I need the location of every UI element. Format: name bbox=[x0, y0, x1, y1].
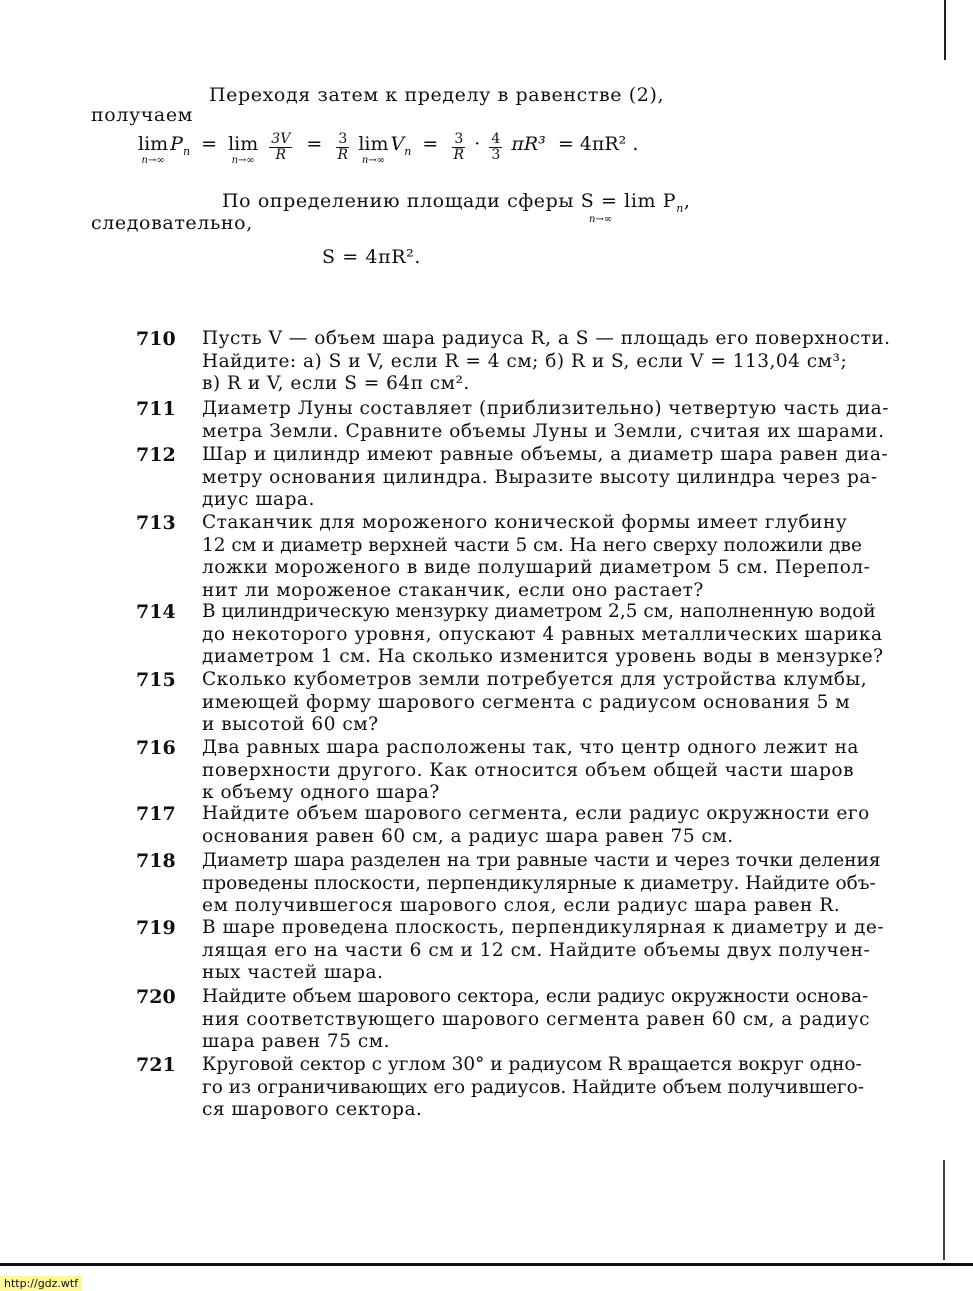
lim-subscript-3: n→∞ bbox=[361, 155, 385, 166]
problem-text-line: нит ли мороженое стаканчик, если оно растает? bbox=[202, 579, 704, 601]
problem-number: 720 bbox=[136, 986, 176, 1008]
problem-text-line: метру основания цилиндра. Выразите высоту цилиндра через ра- bbox=[202, 466, 878, 488]
fraction-4-over-3: $\frac{4}{3}$ bbox=[491, 131, 501, 163]
sphere-area-formula: S = 4πR². bbox=[322, 246, 421, 268]
problem-number: 711 bbox=[136, 398, 176, 420]
problem-text-line: Диаметр шара разделен на три равные части и через точки деления bbox=[202, 850, 881, 871]
problem-text-line: ся шарового сектора. bbox=[202, 1099, 423, 1120]
problem-number: 717 bbox=[136, 803, 176, 825]
problem-number: 715 bbox=[136, 669, 176, 691]
watermark-link[interactable]: http://gdz.wtf bbox=[0, 1276, 82, 1291]
fraction-3vn-over-r: $\frac{3V}{R}$ bbox=[271, 131, 291, 163]
definition-lim-subscript: n→∞ bbox=[589, 214, 613, 225]
problem-text-line: Найдите объем шарового сектора, если радиус окружности основа- bbox=[202, 986, 869, 1007]
problem-text-line: Два равных шара расположены так, что центр одного лежит на bbox=[202, 737, 859, 758]
fraction-3-over-r-2: $\frac{3}{R}$ bbox=[453, 131, 465, 163]
problem-text-line: до некоторого уровня, опускают 4 равных металлических шарика bbox=[202, 623, 883, 645]
page-edge-line-bottom bbox=[943, 1160, 945, 1260]
problem-number: 716 bbox=[136, 737, 176, 759]
lim-word-2: lim bbox=[228, 133, 259, 155]
lim-subscript-2: n→∞ bbox=[231, 155, 255, 166]
problem-text-line: ния соответствующего шарового сегмента равен 60 см, а радиус bbox=[202, 1008, 870, 1030]
problem-text-line: Сколько кубометров земли потребуется для устройства клумбы, bbox=[202, 669, 868, 690]
problem-text-line: имеющей форму шарового сегмента с радиусом основания 5 м bbox=[202, 691, 851, 713]
problem-text-line: диус шара. bbox=[202, 489, 315, 510]
lim-word-3: lim bbox=[358, 133, 389, 155]
problem-text-line: и высотой 60 см? bbox=[202, 714, 379, 735]
intro-line-2: получаем bbox=[91, 104, 194, 126]
problem-text-line: Стаканчик для мороженого конической формы имеет глубину bbox=[202, 512, 848, 533]
pi-r-cubed: πR³ bbox=[511, 133, 546, 155]
problem-text-line: поверхности другого. Как относится объем общей части шаров bbox=[202, 759, 854, 781]
v-symbol: V bbox=[390, 133, 405, 155]
problem-text-line: В шаре проведена плоскость, перпендикулярная к диаметру и де- bbox=[202, 917, 885, 938]
definition-line-2: следовательно, bbox=[91, 212, 253, 234]
problem-number: 713 bbox=[136, 512, 176, 534]
problem-text-line: ложки мороженого в виде полушарий диаметром 5 см. Перепол- bbox=[202, 557, 871, 578]
equals-sign-2: = bbox=[306, 133, 323, 155]
problem-text-line: ем получившегося шарового слоя, если радиус шара равен R. bbox=[202, 895, 841, 916]
n-subscript-2: n bbox=[404, 145, 412, 158]
fraction-3-over-r: $\frac{3}{R}$ bbox=[337, 131, 349, 163]
equals-sign: = bbox=[201, 133, 218, 155]
problem-text-line: Шар и цилиндр имеют равные объемы, а диаметр шара равен диа- bbox=[202, 444, 889, 465]
problem-text-line: к объему одного шара? bbox=[202, 782, 440, 803]
definition-line-1: По определению площади сферы $S = \lim P_n$, bbox=[222, 190, 691, 215]
intro-line-1: Переходя затем к пределу в равенстве (2), bbox=[209, 84, 665, 106]
problem-text-line: проведены плоскости, перпендикулярные к диаметру. Найдите объ- bbox=[202, 872, 876, 894]
equals-sign-3: = bbox=[422, 133, 439, 155]
problem-text-line: Найдите: а) S и V, если R = 4 см; б) R и S, если V = 113,04 см³; bbox=[202, 350, 848, 372]
problem-text-line: Круговой сектор с углом 30° и радиусом R вращается вокруг одно- bbox=[202, 1054, 862, 1075]
problem-text-line: метра Земли. Сравните объемы Луны и Земли, считая их шарами. bbox=[202, 420, 885, 442]
limit-formula bbox=[138, 132, 638, 180]
formula-result: = 4πR² . bbox=[557, 133, 639, 155]
problem-number: 714 bbox=[136, 601, 176, 623]
problem-number: 712 bbox=[136, 444, 176, 466]
problem-text-line: В цилиндрическую мензурку диаметром 2,5 см, наполненную водой bbox=[202, 601, 876, 622]
problem-number: 718 bbox=[136, 850, 176, 872]
problem-text-line: в) R и V, если S = 64π см². bbox=[202, 373, 470, 394]
problem-text-line: 12 см и диаметр верхней части 5 см. На него сверху положили две bbox=[202, 534, 862, 556]
page-bottom-rule bbox=[0, 1263, 973, 1266]
problem-number: 710 bbox=[136, 328, 176, 350]
problem-text-line: основания равен 60 см, а радиус шара равен 75 см. bbox=[202, 825, 734, 847]
problem-text-line: го из ограничивающих его радиусов. Найдите объем получившего- bbox=[202, 1076, 864, 1098]
lim-subscript: n→∞ bbox=[141, 155, 165, 166]
problem-text-line: Найдите объем шарового сегмента, если радиус окружности его bbox=[202, 803, 870, 824]
problem-number: 719 bbox=[136, 917, 176, 939]
problem-text-line: Диаметр Луны составляет (приблизительно) четвертую часть диа- bbox=[202, 398, 889, 419]
problem-text-line: ных частей шара. bbox=[202, 962, 384, 983]
problem-text-line: диаметром 1 см. На сколько изменится уровень воды в мензурке? bbox=[202, 646, 884, 667]
page-edge-line bbox=[944, 0, 946, 60]
n-subscript: n bbox=[182, 145, 191, 158]
p-symbol: P bbox=[170, 133, 183, 155]
problem-text-line: Пусть V — объем шара радиуса R, а S — площадь его поверхности. bbox=[202, 328, 891, 349]
problem-text-line: лящая его на части 6 см и 12 см. Найдите объемы двух получен- bbox=[202, 939, 871, 961]
problem-text-line: шара равен 75 см. bbox=[202, 1031, 390, 1052]
dot-operator: · bbox=[474, 133, 481, 155]
lim-word: lim bbox=[138, 133, 169, 155]
problem-number: 721 bbox=[136, 1054, 176, 1076]
